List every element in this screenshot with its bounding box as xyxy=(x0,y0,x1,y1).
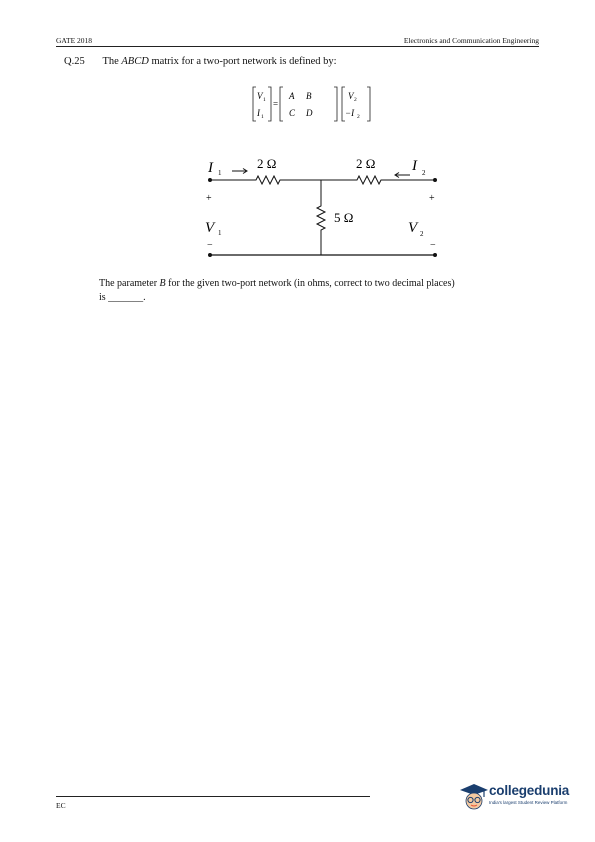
port2-voltage-label: V xyxy=(408,220,418,236)
resistor-r3-label: 5 Ω xyxy=(334,210,354,225)
port1-voltage-sub: 1 xyxy=(218,229,222,237)
footer-paper-code: EC xyxy=(56,801,66,810)
matrix-i1: I xyxy=(257,108,260,118)
matrix-v1: V xyxy=(257,91,263,101)
port2-top-terminal xyxy=(433,178,437,182)
current-i1-label: I xyxy=(208,160,213,176)
port1-top-terminal xyxy=(208,178,212,182)
port2-bottom-terminal xyxy=(433,253,437,257)
resistor-r1-label: 2 Ω xyxy=(257,156,277,171)
resistor-r2-label: 2 Ω xyxy=(356,156,376,171)
bracket-left-close xyxy=(268,87,271,121)
port1-plus: + xyxy=(206,193,212,204)
matrix-d: D xyxy=(306,108,313,118)
port1-bottom-terminal xyxy=(208,253,212,257)
matrix-i2-sub: 2 xyxy=(357,114,360,120)
matrix-equals: = xyxy=(273,99,279,109)
prompt-term: B xyxy=(159,278,166,289)
matrix-v2: V xyxy=(348,91,354,101)
two-port-circuit-diagram xyxy=(190,150,450,265)
question-number: Q.25 xyxy=(64,56,85,67)
bracket-right-close xyxy=(367,87,370,121)
prompt-post: for the given two-port network (in ohms, correct to two decimal places) xyxy=(168,278,455,289)
question-pre: The xyxy=(102,56,119,67)
logo-tagline: India's largest Student Review Platform xyxy=(489,800,568,805)
port2-voltage-sub: 2 xyxy=(420,230,424,238)
port2-minus: − xyxy=(430,240,436,251)
question-post: matrix for a two-port network is defined by: xyxy=(151,56,337,67)
logo-brand-name: collegedunia xyxy=(489,783,570,798)
question-term: ABCD xyxy=(121,56,149,67)
matrix-c: C xyxy=(289,108,296,118)
bracket-left-open xyxy=(253,87,256,121)
shunt-resistor xyxy=(317,180,325,255)
abcd-matrix-equation xyxy=(250,84,380,124)
bracket-mid-open xyxy=(280,87,283,121)
header-exam-title: GATE 2018 xyxy=(56,36,93,45)
top-wire-with-resistors xyxy=(210,176,435,184)
bracket-mid-close xyxy=(334,87,337,121)
current-i2-sub: 2 xyxy=(422,169,426,177)
port2-plus: + xyxy=(429,193,435,204)
question-prompt xyxy=(99,277,539,305)
matrix-i1-sub: 1 xyxy=(261,114,264,120)
question-line xyxy=(64,56,337,67)
prompt-pre: The parameter xyxy=(99,278,158,289)
header-subject: Electronics and Communication Engineering xyxy=(403,36,539,45)
port1-minus: − xyxy=(207,240,213,251)
footer-divider xyxy=(56,796,370,797)
matrix-minus-i2: −I xyxy=(345,108,355,118)
matrix-a: A xyxy=(289,91,295,101)
current-i1-sub: 1 xyxy=(218,169,222,177)
matrix-v1-sub: 1 xyxy=(263,97,266,103)
port1-voltage-label: V xyxy=(205,220,215,236)
matrix-b: B xyxy=(306,91,312,101)
prompt-blank: is _______. xyxy=(99,292,146,303)
header-divider xyxy=(56,46,539,47)
current-i2-label: I xyxy=(412,158,417,174)
matrix-v2-sub: 2 xyxy=(354,97,357,103)
